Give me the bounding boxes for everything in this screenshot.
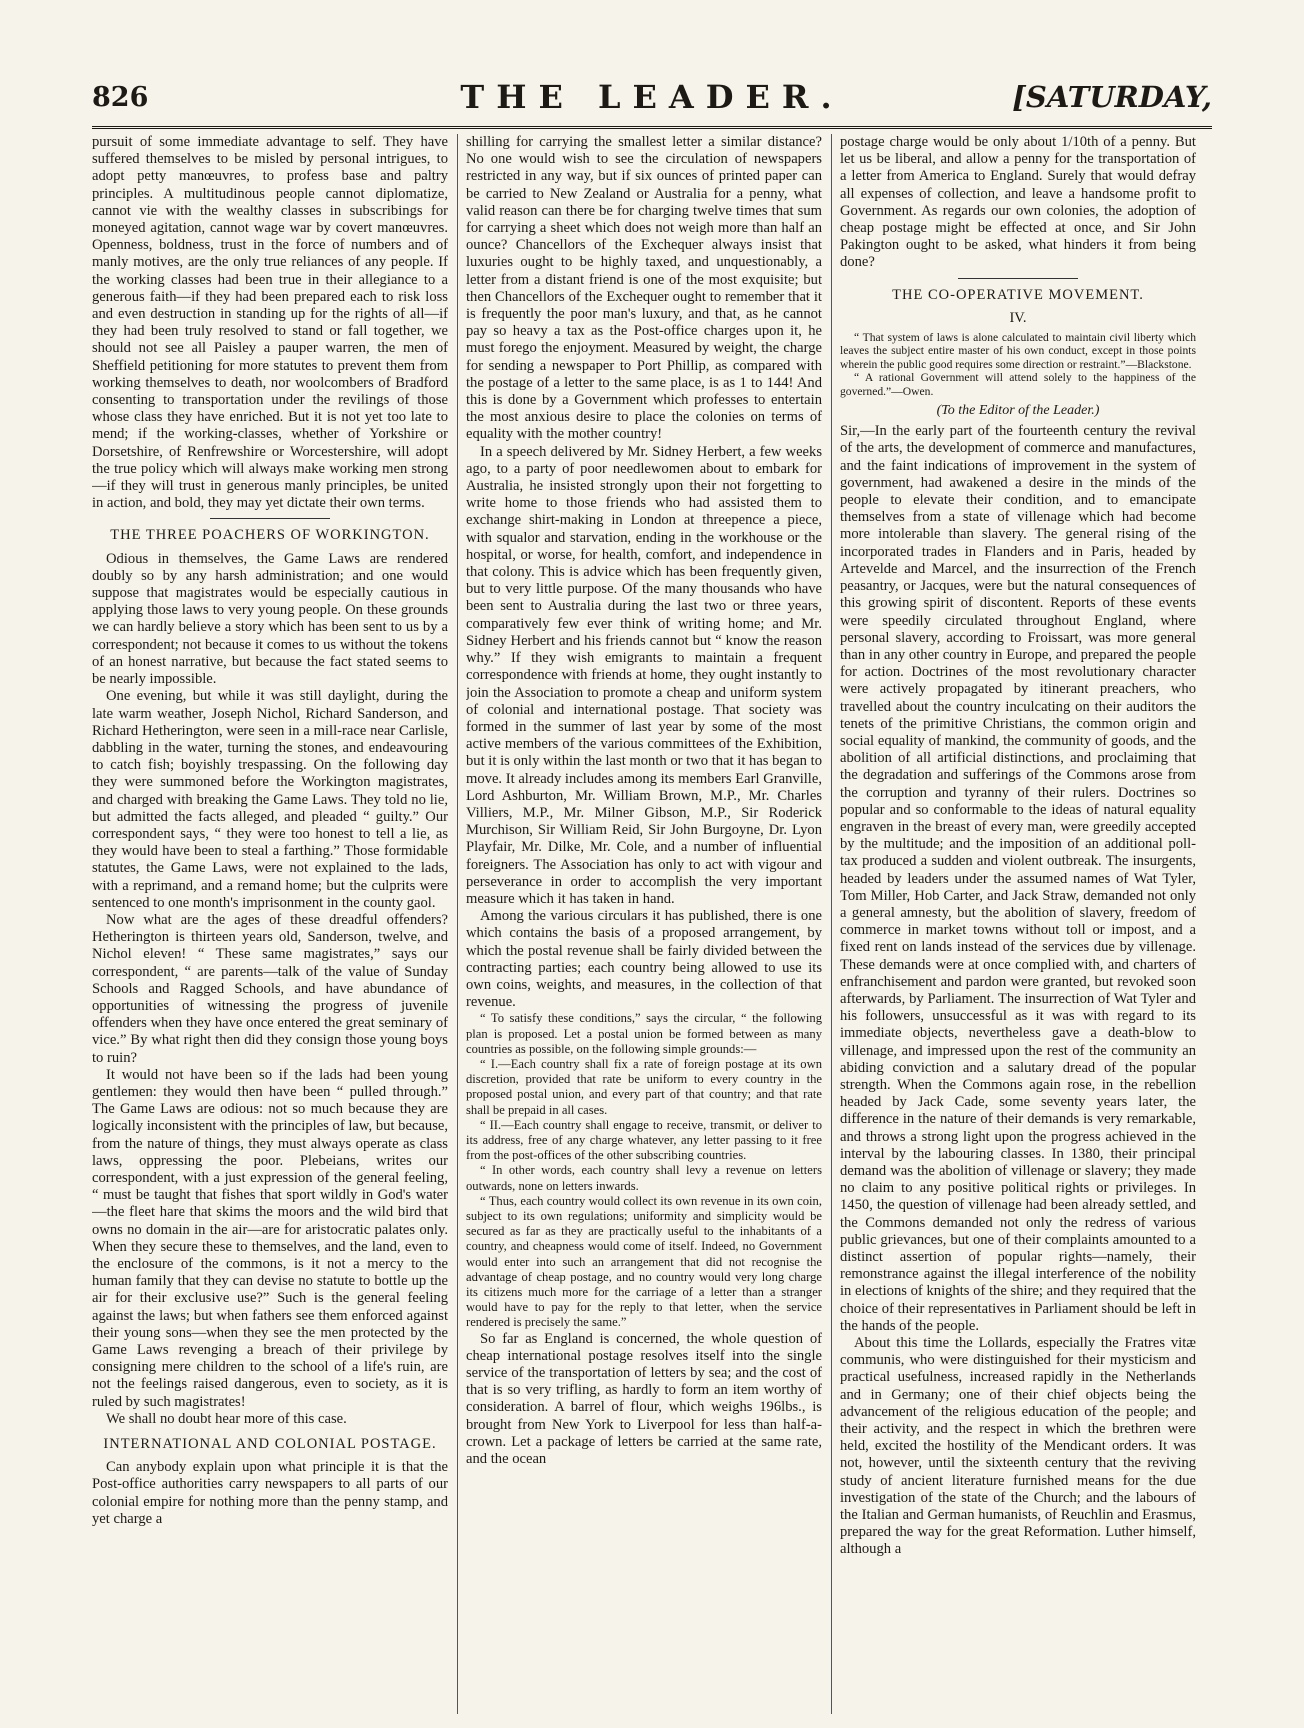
quote-paragraph: “ To satisfy these conditions,” says the circular, “ the following plan is proposed. Let a postal union be formed between as many countries as possible, on the following simple grounds:— (466, 1011, 822, 1056)
epigraph: “ That system of laws is alone calculated to maintain civil liberty which leaves the subject entire master of his own conduct, except in those points wherein the public good requires some direction or restraint.”—Blackstone. (840, 331, 1196, 371)
article-paragraph: shilling for carrying the smallest letter a similar distance? No one would wish to see the circulation of newspapers restricted in any way, but if six ounces of printed paper can be carried to New Zealand or Australia for a penny, what valid reason can there be for charging twelve times that sum for carrying a sheet which does not weigh more than half an ounce? Chancellors of the Exchequer always insist that luxuries ought to be highly taxed, and unquestionably, a letter from a distant friend is one of the most exquisite; but then Chancellors of the Exchequer ought to remember that it is frequently the poor man's luxury, and that, as he cannot pay so heavy a tax as the Post-office charges upon it, he must forego the enjoyment. Measured by weight, the charge for sending a newspaper to Port Phillip, as compared with the postage of a letter to the same place, is as 1 to 144! And this is done by a Government which professes to entertain the most anxious desire to place the colonies on terms of equality with the mother country! (466, 134, 822, 443)
editor-line: (To the Editor of the Leader.) (936, 403, 1100, 419)
section-rule (210, 518, 330, 519)
article-heading-postage: INTERNATIONAL AND COLONIAL POSTAGE. (103, 1436, 437, 1453)
article-paragraph: We shall no doubt hear more of this case. (106, 1410, 347, 1427)
header-rule (92, 126, 1212, 129)
article-paragraph: postage charge would be only about 1/10th of a penny. But let us be liberal, and allow a penny for the transportation of a letter from America to England. Surely that would defray all expenses of collection, and leave a handsome profit to Government. As regards our own colonies, the adoption of cheap postage might be effected at once, and Sir John Pakington ought to be asked, what hinders it from being done? (840, 134, 1196, 271)
article-subheading: IV. (1009, 309, 1027, 326)
article-paragraph: So far as England is concerned, the whole question of cheap international postage resolves itself into the single service of the transportation of letters by sea; and the cost of that is so very trifling, as hardly to form an item worthy of consideration. A barrel of flour, which weighs 196lbs., is brought from New York to Liverpool for less than half-a-crown. Let a package of letters be carried at the same rate, and the ocean (466, 1330, 822, 1468)
column-divider (831, 134, 832, 1714)
article-heading-cooperative: THE CO-OPERATIVE MOVEMENT. (892, 286, 1144, 303)
header-day: [SATURDAY, (1012, 80, 1212, 114)
quote-paragraph: “ In other words, each country shall levy a revenue on letters outwards, none on letters inwards. (466, 1163, 822, 1193)
quote-paragraph: “ II.—Each country shall engage to receive, transmit, or deliver to its address, free of any charge whatever, any letter passing to it free from the post-offices of the other subscribing countries. (466, 1117, 822, 1163)
section-rule (958, 278, 1078, 279)
circular-quote (466, 1011, 822, 1330)
article-paragraph: It would not have been so if the lads had been young gentlemen: they would then have been “ pulled through.” The Game Laws are odious: not so much because they are logically inconsistent with the principles of law, but because, from the nature of things, they must always operate as class laws, oppressing the poor. Plebeians, writes our correspondent, with a just expression of the general feeling, “ must be taught that fishes that sport wildly in God's water—the fleet hare that skims the moors and the wild bird that owns no domain in the air—are for aristocratic palates only. When they secure these to themselves, and the land, even to the enclosure of the commons, is it not a mercy to the human family that they can devise no statute to bottle up the air for their exclusive use?” Such is the general feeling against the laws; but when fathers see them enforced against their young sons—when they see the men protected by the Game Laws revenging a breach of their privilege by consigning mere children to the school of a life's ruin, are not the feelings raised dangerous, even to society, as it is ruled by such magistrates! (92, 1066, 448, 1410)
page-number: 826 (92, 82, 149, 113)
column-2 (466, 134, 822, 1714)
column-divider (457, 134, 458, 1714)
article-paragraph: Among the various circulars it has published, there is one which contains the basis of a proposed arrangement, by which the postal revenue shall be fairly divided between the contracting parties; each country being allowed to use its own coins, weights, and measures, in the collection of that revenue. (466, 908, 822, 1011)
page-header (92, 78, 1212, 118)
article-paragraph: Odious in themselves, the Game Laws are rendered doubly so by any harsh administration; and one would suppose that magistrates would be especially cautious in applying those laws to very young people. On these grounds we can hardly believe a story which has been sent to us by a correspondent; not because it comes to us without the tokens of an honest narrative, but because the fact stated seems to be nearly impossible. (92, 550, 448, 688)
quote-paragraph: “ I.—Each country shall fix a rate of foreign postage at its own discretion, provided that rate be uniform to every country in the proposed postal union, and every part of that country; and that rate shall be prepaid in all cases. (466, 1056, 822, 1117)
article-paragraph: pursuit of some immediate advantage to self. They have suffered themselves to be misled by personal intrigues, to adopt petty manœuvres, to profess base and paltry principles. A multitudinous people cannot diplomatize, cannot vie with the wealthy classes in subscribings for moneyed agitation, cannot wage war by covert manœuvres. Openness, boldness, trust in the force of numbers and of manly motives, are the only true reliances of any people. If the working classes had been true in their allegiance to a generous faith—if they had been prepared each to risk loss and even destruction in standing up for the rights of all—if they had been truly resolved to stand or fall together, we should not see all Paisley a pauper warren, the men of Sheffield petitioning for more statutes to prevent them from working themselves to death, nor woolcombers of Bradford consenting to transportation under the revilings of those whose class they have enriched. But it is not yet too late to mend; if the working-classes, whether of Yorkshire or Dorsetshire, of Renfrewshire or Worcestershire, will adopt the true policy which will always make working men strong—if they will trust in generous manly principles, be united in action, and bold, they may yet dictate their own terms. (92, 134, 448, 512)
article-paragraph: In a speech delivered by Mr. Sidney Herbert, a few weeks ago, to a party of poor needlewomen about to embark for Australia, he insisted strongly upon their not forgetting to write home to those friends who had assisted them to exchange shirt-making in London at threepence a piece, with squalor and starvation, ending in the workhouse or the hospital, or worse, for health, comfort, and independence in that colony. This is advice which has been frequently given, but to very little purpose. Of the many thousands who have been sent to Australia during the last two or three years, comparatively few ever think of writing home; and Mr. Sidney Herbert and his friends cannot but “ know the reason why.” If they wish emigrants to maintain a frequent correspondence with friends at home, they ought instantly to join the Association to promote a cheap and uniform system of colonial and international postage. That society was formed in the summer of last year by some of the most active members of the various committees of the Exhibition, but it is only within the last month or two that it has began to move. It already includes among its members Earl Granville, Lord Ashburton, Mr. William Brown, M.P., Mr. Charles Villiers, M.P., Mr. Milner Gibson, M.P., Sir Roderick Murchison, Sir William Reid, Sir John Burgoyne, Dr. Lyon Playfair, Mr. Dilke, Mr. Cole, and a number of influential foreigners. The Association has only to act with vigour and perseverance in order to accomplish the very important measure which it has taken in hand. (466, 443, 822, 907)
epigraph: “ A rational Government will attend solely to the happiness of the governed.”—Owen. (840, 371, 1196, 398)
article-paragraph: One evening, but while it was still daylight, during the late warm weather, Joseph Nichol, Richard Sanderson, and Richard Hetherington, were seen in a mill-race near Carlisle, dabbling in the water, turning the stones, and endeavouring to catch fish; boyishly trespassing. On the following day they were summoned before the Workington magistrates, and charged with breaking the Game Laws. They told no lie, but admitted the facts alleged, and pleaded “ guilty.” Our correspondent says, “ they were too honest to tell a lie, as they would have been to steal a farthing.” Those formidable statutes, the Game Laws, were not explained to the lads, with a reprimand, and a remand home; but the culprits were sentenced to one month's imprisonment in the county gaol. (92, 688, 448, 911)
masthead-title: THE LEADER. (460, 78, 844, 116)
column-3 (840, 134, 1196, 1714)
article-paragraph: Can anybody explain upon what principle it is that the Post-office authorities carry newspapers to all parts of our colonial empire for nothing more than the penny stamp, and yet charge a (92, 1459, 448, 1527)
article-heading-poachers: THE THREE POACHERS OF WORKINGTON. (110, 527, 430, 544)
column-1 (92, 134, 448, 1714)
article-paragraph: Sir,—In the early part of the fourteenth century the revival of the arts, the development of commerce and manufactures, and the faint indications of improvement in the system of government, had awakened a desire in the minds of the people to elevate their condition, and to emancipate themselves from a state of villenage which had become more intolerable than slavery. The general rising of the incorporated trades in Flanders and in Paris, headed by Artevelde and Marcel, and the insurrection of the French peasantry, or Jacques, were but the natural consequences of this growing spirit of discontent. Reports of these events were speedily circulated throughout England, where personal slavery, according to Froissart, was more general than in any other country in Europe, and prepared the people for action. Doctrines of the most revolutionary character were actively propagated by itinerant preachers, who travelled about the country inculcating on their auditors the tenets of the primitive Christians, the common origin and social equality of mankind, the community of goods, and the abolition of all artificial distinctions, and proclaiming that the degradation and sufferings of the Commons arose from the corruption and tyranny of their rulers. Doctrines so popular and so conformable to the ideas of natural equality engraven in the breast of every man, were greedily accepted by the multitude; and the imposition of an additional poll-tax produced a sudden and violent outbreak. The insurgents, headed by leaders under the assumed names of Wat Tyler, Tom Miller, Hob Carter, and Jack Straw, demanded not only a general amnesty, but the abolition of slavery, freedom of commerce in market towns without toll or impost, and a fixed rent on lands instead of the services due by villenage. These demands were at once complied with, and charters of enfranchisement and pardon were granted, but revoked soon afterwards, by Parliament. The insurrection of Wat Tyler and his followers, unsuccessful as it was with regard to its immediate objects, nevertheless gave a death-blow to villenage, and impressed upon the rest of the community an abiding conviction and a salutary dread of the popular strength. When the Commons again rose, in the rebellion headed by Jack Cade, some seventy years later, the difference in the nature of their demands is very remarkable, and throws a strong light upon the progress achieved in the interval by the labouring classes. In 1380, their principal demand was the abolition of villenage or slavery; they made no claim to any positive political rights or privileges. In 1450, the question of villenage had been already settled, and the Commons demanded not only the redress of various public grievances, but one of their complaints amounted to a distinct assertion of popular rights—namely, their remonstrance against the illegal interference of the nobility in elections of knights of the shire; and they required that the choice of their representatives in Parliament should be left in the hands of the people. (840, 423, 1196, 1334)
article-paragraph: Now what are the ages of these dreadful offenders? Hetherington is thirteen years old, Sanderson, twelve, and Nichol eleven! “ These same magistrates,” says our correspondent, “ are parents—talk of the value of Sunday Schools and Ragged Schools, and have abundance of opportunities of witnessing the progress of juvenile offenders when they have once entered the great seminary of vice.” By what right then did they consign those young boys to ruin? (92, 911, 448, 1066)
quote-paragraph: “ Thus, each country would collect its own revenue in its own coin, subject to its own regulations; uniformity and simplicity would be secured as far as they are practically useful to the inhabitants of a country, and cheapness would come of itself. Indeed, no Government would enter into such an arrangement that did not recognise the advantage of cheap postage, and no country would very long charge its citizens much more for the carriage of a letter than a stranger would have to pay for the reply to that letter, when the service rendered is precisely the same.” (466, 1193, 822, 1330)
article-paragraph: About this time the Lollards, especially the Fratres vitæ communis, who were distinguished for their mysticism and practical usefulness, increased rapidly in the Netherlands and in Germany; one of their chief objects being the advancement of the religious education of the people; and their activity, and the respect in which the brethren were held, excited the hostility of the Mendicant orders. It was not, however, until the sixteenth century that the reviving study of ancient literature furnished means for the due investigation of the state of the Church; and the labours of the Italian and German humanists, of Reuchlin and Erasmus, prepared the way for the great Reformation. Luther himself, although a (840, 1335, 1196, 1558)
